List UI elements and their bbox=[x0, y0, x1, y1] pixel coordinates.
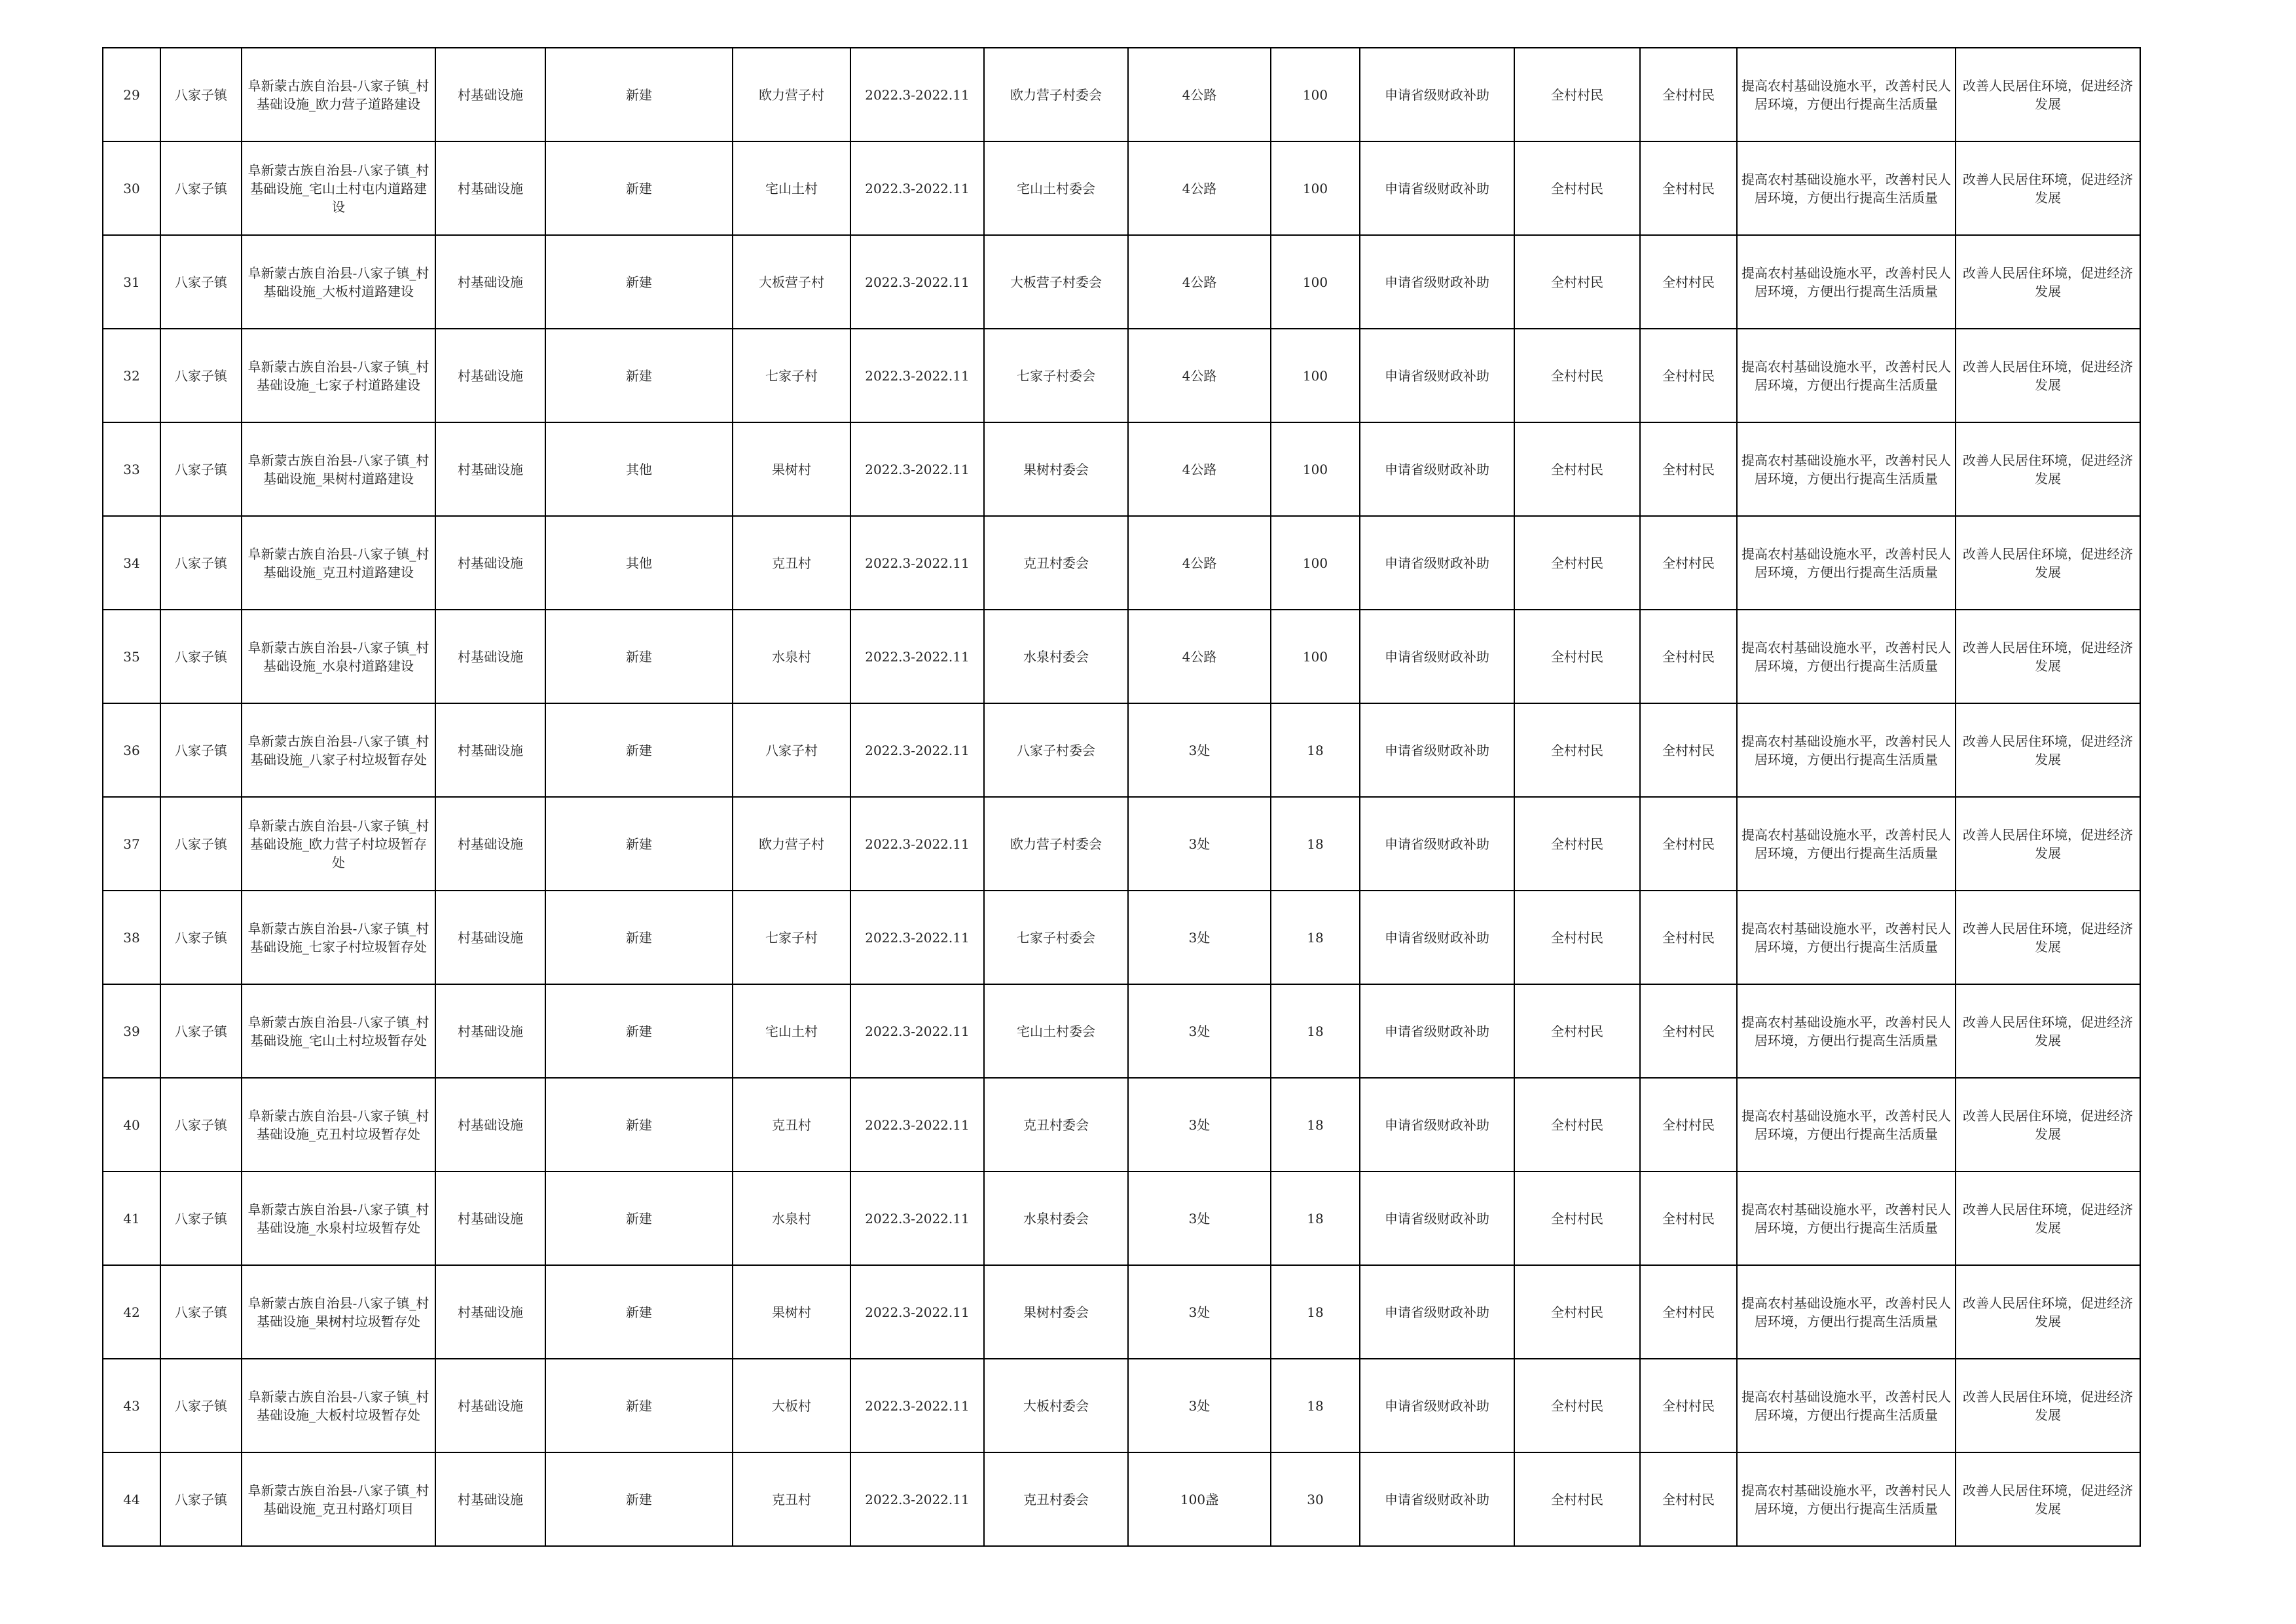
cell-funds: 18 bbox=[1271, 1078, 1360, 1172]
cell-town: 八家子镇 bbox=[160, 48, 242, 141]
cell-goal: 改善人民居住环境，促进经济发展 bbox=[1956, 516, 2140, 610]
cell-goal: 改善人民居住环境，促进经济发展 bbox=[1956, 1078, 2140, 1172]
cell-no: 44 bbox=[103, 1452, 160, 1546]
cell-no: 42 bbox=[103, 1265, 160, 1359]
cell-town: 八家子镇 bbox=[160, 1452, 242, 1546]
cell-project-name: 阜新蒙古族自治县-八家子镇_村基础设施_克丑村道路建设 bbox=[242, 516, 435, 610]
cell-town: 八家子镇 bbox=[160, 1359, 242, 1452]
cell-no: 37 bbox=[103, 797, 160, 891]
cell-project-name: 阜新蒙古族自治县-八家子镇_村基础设施_宅山土村垃圾暂存处 bbox=[242, 984, 435, 1078]
cell-category: 村基础设施 bbox=[435, 1452, 545, 1546]
cell-town: 八家子镇 bbox=[160, 703, 242, 797]
cell-no: 31 bbox=[103, 235, 160, 329]
cell-location: 七家子村 bbox=[733, 891, 850, 984]
cell-beneficiary-2: 全村村民 bbox=[1640, 141, 1737, 235]
cell-benefit: 提高农村基础设施水平，改善村民人居环境，方便出行提高生活质量 bbox=[1737, 48, 1956, 141]
cell-location: 八家子村 bbox=[733, 703, 850, 797]
cell-no: 29 bbox=[103, 48, 160, 141]
table-body bbox=[103, 48, 2140, 1546]
cell-benefit: 提高农村基础设施水平，改善村民人居环境，方便出行提高生活质量 bbox=[1737, 1452, 1956, 1546]
cell-project-name: 阜新蒙古族自治县-八家子镇_村基础设施_克丑村垃圾暂存处 bbox=[242, 1078, 435, 1172]
cell-beneficiary: 全村村民 bbox=[1514, 984, 1640, 1078]
cell-scale: 3处 bbox=[1128, 1265, 1271, 1359]
cell-construction-type: 新建 bbox=[545, 891, 733, 984]
cell-funds: 18 bbox=[1271, 797, 1360, 891]
cell-location: 七家子村 bbox=[733, 329, 850, 422]
cell-scale: 3处 bbox=[1128, 891, 1271, 984]
cell-goal: 改善人民居住环境，促进经济发展 bbox=[1956, 422, 2140, 516]
cell-beneficiary-2: 全村村民 bbox=[1640, 797, 1737, 891]
cell-scale: 3处 bbox=[1128, 1359, 1271, 1452]
cell-scale: 3处 bbox=[1128, 703, 1271, 797]
cell-location: 水泉村 bbox=[733, 1172, 850, 1265]
cell-fund-source: 申请省级财政补助 bbox=[1360, 1265, 1514, 1359]
cell-goal: 改善人民居住环境，促进经济发展 bbox=[1956, 1452, 2140, 1546]
cell-period: 2022.3-2022.11 bbox=[850, 610, 984, 703]
cell-no: 30 bbox=[103, 141, 160, 235]
cell-no: 34 bbox=[103, 516, 160, 610]
cell-period: 2022.3-2022.11 bbox=[850, 329, 984, 422]
cell-funds: 100 bbox=[1271, 610, 1360, 703]
cell-category: 村基础设施 bbox=[435, 610, 545, 703]
cell-fund-source: 申请省级财政补助 bbox=[1360, 1359, 1514, 1452]
cell-beneficiary-2: 全村村民 bbox=[1640, 703, 1737, 797]
table-row bbox=[103, 422, 2140, 516]
cell-period: 2022.3-2022.11 bbox=[850, 48, 984, 141]
cell-period: 2022.3-2022.11 bbox=[850, 1452, 984, 1546]
cell-goal: 改善人民居住环境，促进经济发展 bbox=[1956, 329, 2140, 422]
cell-category: 村基础设施 bbox=[435, 1359, 545, 1452]
cell-benefit: 提高农村基础设施水平，改善村民人居环境，方便出行提高生活质量 bbox=[1737, 797, 1956, 891]
cell-construction-type: 新建 bbox=[545, 610, 733, 703]
cell-beneficiary-2: 全村村民 bbox=[1640, 1265, 1737, 1359]
cell-responsible-unit: 八家子村委会 bbox=[984, 703, 1128, 797]
cell-period: 2022.3-2022.11 bbox=[850, 797, 984, 891]
cell-beneficiary-2: 全村村民 bbox=[1640, 1359, 1737, 1452]
cell-project-name: 阜新蒙古族自治县-八家子镇_村基础设施_八家子村垃圾暂存处 bbox=[242, 703, 435, 797]
cell-category: 村基础设施 bbox=[435, 797, 545, 891]
cell-location: 大板村 bbox=[733, 1359, 850, 1452]
cell-goal: 改善人民居住环境，促进经济发展 bbox=[1956, 1265, 2140, 1359]
cell-construction-type: 新建 bbox=[545, 1078, 733, 1172]
cell-construction-type: 其他 bbox=[545, 422, 733, 516]
cell-beneficiary-2: 全村村民 bbox=[1640, 48, 1737, 141]
table-row bbox=[103, 703, 2140, 797]
cell-responsible-unit: 水泉村委会 bbox=[984, 610, 1128, 703]
cell-beneficiary: 全村村民 bbox=[1514, 891, 1640, 984]
cell-responsible-unit: 果树村委会 bbox=[984, 422, 1128, 516]
cell-location: 克丑村 bbox=[733, 516, 850, 610]
cell-town: 八家子镇 bbox=[160, 1078, 242, 1172]
cell-scale: 3处 bbox=[1128, 1172, 1271, 1265]
cell-fund-source: 申请省级财政补助 bbox=[1360, 703, 1514, 797]
cell-funds: 100 bbox=[1271, 48, 1360, 141]
cell-scale: 4公路 bbox=[1128, 48, 1271, 141]
cell-scale: 4公路 bbox=[1128, 610, 1271, 703]
cell-location: 宅山土村 bbox=[733, 984, 850, 1078]
cell-period: 2022.3-2022.11 bbox=[850, 1265, 984, 1359]
table-row bbox=[103, 1452, 2140, 1546]
cell-beneficiary-2: 全村村民 bbox=[1640, 516, 1737, 610]
cell-benefit: 提高农村基础设施水平，改善村民人居环境，方便出行提高生活质量 bbox=[1737, 516, 1956, 610]
cell-no: 38 bbox=[103, 891, 160, 984]
cell-category: 村基础设施 bbox=[435, 141, 545, 235]
cell-beneficiary: 全村村民 bbox=[1514, 329, 1640, 422]
cell-responsible-unit: 宅山土村委会 bbox=[984, 984, 1128, 1078]
cell-construction-type: 新建 bbox=[545, 48, 733, 141]
cell-period: 2022.3-2022.11 bbox=[850, 516, 984, 610]
cell-beneficiary: 全村村民 bbox=[1514, 48, 1640, 141]
cell-benefit: 提高农村基础设施水平，改善村民人居环境，方便出行提高生活质量 bbox=[1737, 1359, 1956, 1452]
cell-funds: 100 bbox=[1271, 235, 1360, 329]
cell-category: 村基础设施 bbox=[435, 1265, 545, 1359]
cell-scale: 100盏 bbox=[1128, 1452, 1271, 1546]
cell-period: 2022.3-2022.11 bbox=[850, 1359, 984, 1452]
cell-period: 2022.3-2022.11 bbox=[850, 1172, 984, 1265]
cell-period: 2022.3-2022.11 bbox=[850, 141, 984, 235]
cell-project-name: 阜新蒙古族自治县-八家子镇_村基础设施_欧力营子村垃圾暂存处 bbox=[242, 797, 435, 891]
cell-project-name: 阜新蒙古族自治县-八家子镇_村基础设施_水泉村垃圾暂存处 bbox=[242, 1172, 435, 1265]
project-table bbox=[102, 47, 2141, 1547]
cell-beneficiary-2: 全村村民 bbox=[1640, 610, 1737, 703]
cell-fund-source: 申请省级财政补助 bbox=[1360, 422, 1514, 516]
cell-location: 欧力营子村 bbox=[733, 797, 850, 891]
cell-period: 2022.3-2022.11 bbox=[850, 1078, 984, 1172]
cell-location: 水泉村 bbox=[733, 610, 850, 703]
cell-town: 八家子镇 bbox=[160, 984, 242, 1078]
table-row bbox=[103, 235, 2140, 329]
cell-category: 村基础设施 bbox=[435, 422, 545, 516]
cell-beneficiary: 全村村民 bbox=[1514, 797, 1640, 891]
table-row bbox=[103, 1172, 2140, 1265]
cell-funds: 18 bbox=[1271, 891, 1360, 984]
cell-period: 2022.3-2022.11 bbox=[850, 703, 984, 797]
cell-location: 克丑村 bbox=[733, 1078, 850, 1172]
cell-funds: 18 bbox=[1271, 984, 1360, 1078]
table-row bbox=[103, 1359, 2140, 1452]
table-row bbox=[103, 141, 2140, 235]
cell-goal: 改善人民居住环境，促进经济发展 bbox=[1956, 703, 2140, 797]
cell-beneficiary: 全村村民 bbox=[1514, 141, 1640, 235]
cell-project-name: 阜新蒙古族自治县-八家子镇_村基础设施_大板村道路建设 bbox=[242, 235, 435, 329]
cell-responsible-unit: 宅山土村委会 bbox=[984, 141, 1128, 235]
cell-funds: 18 bbox=[1271, 1359, 1360, 1452]
cell-fund-source: 申请省级财政补助 bbox=[1360, 329, 1514, 422]
cell-goal: 改善人民居住环境，促进经济发展 bbox=[1956, 1172, 2140, 1265]
cell-fund-source: 申请省级财政补助 bbox=[1360, 1172, 1514, 1265]
cell-responsible-unit: 水泉村委会 bbox=[984, 1172, 1128, 1265]
cell-responsible-unit: 果树村委会 bbox=[984, 1265, 1128, 1359]
cell-project-name: 阜新蒙古族自治县-八家子镇_村基础设施_欧力营子道路建设 bbox=[242, 48, 435, 141]
cell-beneficiary: 全村村民 bbox=[1514, 1172, 1640, 1265]
cell-construction-type: 新建 bbox=[545, 235, 733, 329]
cell-no: 41 bbox=[103, 1172, 160, 1265]
cell-town: 八家子镇 bbox=[160, 516, 242, 610]
cell-beneficiary-2: 全村村民 bbox=[1640, 1172, 1737, 1265]
cell-fund-source: 申请省级财政补助 bbox=[1360, 516, 1514, 610]
cell-responsible-unit: 欧力营子村委会 bbox=[984, 797, 1128, 891]
cell-category: 村基础设施 bbox=[435, 1078, 545, 1172]
cell-beneficiary-2: 全村村民 bbox=[1640, 1078, 1737, 1172]
cell-fund-source: 申请省级财政补助 bbox=[1360, 1452, 1514, 1546]
cell-responsible-unit: 大板村委会 bbox=[984, 1359, 1128, 1452]
cell-beneficiary-2: 全村村民 bbox=[1640, 235, 1737, 329]
cell-category: 村基础设施 bbox=[435, 984, 545, 1078]
cell-benefit: 提高农村基础设施水平，改善村民人居环境，方便出行提高生活质量 bbox=[1737, 329, 1956, 422]
cell-goal: 改善人民居住环境，促进经济发展 bbox=[1956, 141, 2140, 235]
cell-responsible-unit: 欧力营子村委会 bbox=[984, 48, 1128, 141]
cell-town: 八家子镇 bbox=[160, 610, 242, 703]
cell-town: 八家子镇 bbox=[160, 235, 242, 329]
cell-no: 40 bbox=[103, 1078, 160, 1172]
cell-funds: 30 bbox=[1271, 1452, 1360, 1546]
cell-location: 果树村 bbox=[733, 422, 850, 516]
table-row bbox=[103, 516, 2140, 610]
cell-location: 欧力营子村 bbox=[733, 48, 850, 141]
cell-location: 克丑村 bbox=[733, 1452, 850, 1546]
cell-project-name: 阜新蒙古族自治县-八家子镇_村基础设施_宅山土村屯内道路建设 bbox=[242, 141, 435, 235]
cell-beneficiary: 全村村民 bbox=[1514, 235, 1640, 329]
cell-responsible-unit: 大板营子村委会 bbox=[984, 235, 1128, 329]
cell-period: 2022.3-2022.11 bbox=[850, 235, 984, 329]
cell-no: 32 bbox=[103, 329, 160, 422]
cell-category: 村基础设施 bbox=[435, 516, 545, 610]
cell-benefit: 提高农村基础设施水平，改善村民人居环境，方便出行提高生活质量 bbox=[1737, 1078, 1956, 1172]
cell-benefit: 提高农村基础设施水平，改善村民人居环境，方便出行提高生活质量 bbox=[1737, 703, 1956, 797]
cell-no: 36 bbox=[103, 703, 160, 797]
cell-funds: 100 bbox=[1271, 329, 1360, 422]
cell-responsible-unit: 克丑村委会 bbox=[984, 1452, 1128, 1546]
cell-fund-source: 申请省级财政补助 bbox=[1360, 797, 1514, 891]
table-row bbox=[103, 1265, 2140, 1359]
cell-goal: 改善人民居住环境，促进经济发展 bbox=[1956, 984, 2140, 1078]
cell-scale: 4公路 bbox=[1128, 329, 1271, 422]
table-row bbox=[103, 984, 2140, 1078]
cell-beneficiary: 全村村民 bbox=[1514, 1452, 1640, 1546]
cell-category: 村基础设施 bbox=[435, 703, 545, 797]
cell-fund-source: 申请省级财政补助 bbox=[1360, 891, 1514, 984]
cell-beneficiary-2: 全村村民 bbox=[1640, 891, 1737, 984]
cell-no: 43 bbox=[103, 1359, 160, 1452]
cell-project-name: 阜新蒙古族自治县-八家子镇_村基础设施_七家子村道路建设 bbox=[242, 329, 435, 422]
table-row bbox=[103, 891, 2140, 984]
cell-benefit: 提高农村基础设施水平，改善村民人居环境，方便出行提高生活质量 bbox=[1737, 891, 1956, 984]
cell-construction-type: 其他 bbox=[545, 516, 733, 610]
cell-beneficiary-2: 全村村民 bbox=[1640, 422, 1737, 516]
cell-funds: 100 bbox=[1271, 516, 1360, 610]
cell-location: 大板营子村 bbox=[733, 235, 850, 329]
cell-fund-source: 申请省级财政补助 bbox=[1360, 48, 1514, 141]
cell-project-name: 阜新蒙古族自治县-八家子镇_村基础设施_果树村道路建设 bbox=[242, 422, 435, 516]
cell-benefit: 提高农村基础设施水平，改善村民人居环境，方便出行提高生活质量 bbox=[1737, 1172, 1956, 1265]
cell-beneficiary-2: 全村村民 bbox=[1640, 984, 1737, 1078]
cell-beneficiary: 全村村民 bbox=[1514, 703, 1640, 797]
cell-scale: 4公路 bbox=[1128, 235, 1271, 329]
cell-responsible-unit: 七家子村委会 bbox=[984, 329, 1128, 422]
cell-town: 八家子镇 bbox=[160, 422, 242, 516]
cell-town: 八家子镇 bbox=[160, 329, 242, 422]
cell-construction-type: 新建 bbox=[545, 1265, 733, 1359]
cell-beneficiary-2: 全村村民 bbox=[1640, 329, 1737, 422]
cell-construction-type: 新建 bbox=[545, 797, 733, 891]
cell-beneficiary: 全村村民 bbox=[1514, 610, 1640, 703]
cell-benefit: 提高农村基础设施水平，改善村民人居环境，方便出行提高生活质量 bbox=[1737, 1265, 1956, 1359]
cell-category: 村基础设施 bbox=[435, 48, 545, 141]
cell-construction-type: 新建 bbox=[545, 329, 733, 422]
cell-fund-source: 申请省级财政补助 bbox=[1360, 141, 1514, 235]
cell-project-name: 阜新蒙古族自治县-八家子镇_村基础设施_七家子村垃圾暂存处 bbox=[242, 891, 435, 984]
cell-town: 八家子镇 bbox=[160, 1265, 242, 1359]
cell-benefit: 提高农村基础设施水平，改善村民人居环境，方便出行提高生活质量 bbox=[1737, 984, 1956, 1078]
cell-goal: 改善人民居住环境，促进经济发展 bbox=[1956, 610, 2140, 703]
cell-scale: 4公路 bbox=[1128, 516, 1271, 610]
cell-project-name: 阜新蒙古族自治县-八家子镇_村基础设施_大板村垃圾暂存处 bbox=[242, 1359, 435, 1452]
cell-construction-type: 新建 bbox=[545, 1452, 733, 1546]
cell-no: 33 bbox=[103, 422, 160, 516]
cell-scale: 4公路 bbox=[1128, 141, 1271, 235]
cell-benefit: 提高农村基础设施水平，改善村民人居环境，方便出行提高生活质量 bbox=[1737, 422, 1956, 516]
table-row bbox=[103, 797, 2140, 891]
cell-fund-source: 申请省级财政补助 bbox=[1360, 1078, 1514, 1172]
cell-fund-source: 申请省级财政补助 bbox=[1360, 610, 1514, 703]
cell-goal: 改善人民居住环境，促进经济发展 bbox=[1956, 235, 2140, 329]
cell-construction-type: 新建 bbox=[545, 141, 733, 235]
cell-project-name: 阜新蒙古族自治县-八家子镇_村基础设施_果树村垃圾暂存处 bbox=[242, 1265, 435, 1359]
cell-scale: 4公路 bbox=[1128, 422, 1271, 516]
cell-goal: 改善人民居住环境，促进经济发展 bbox=[1956, 891, 2140, 984]
cell-beneficiary: 全村村民 bbox=[1514, 1265, 1640, 1359]
cell-beneficiary-2: 全村村民 bbox=[1640, 1452, 1737, 1546]
table-row bbox=[103, 610, 2140, 703]
table-row bbox=[103, 329, 2140, 422]
cell-responsible-unit: 克丑村委会 bbox=[984, 516, 1128, 610]
cell-beneficiary: 全村村民 bbox=[1514, 516, 1640, 610]
cell-project-name: 阜新蒙古族自治县-八家子镇_村基础设施_克丑村路灯项目 bbox=[242, 1452, 435, 1546]
cell-construction-type: 新建 bbox=[545, 984, 733, 1078]
cell-beneficiary: 全村村民 bbox=[1514, 422, 1640, 516]
cell-beneficiary: 全村村民 bbox=[1514, 1078, 1640, 1172]
cell-goal: 改善人民居住环境，促进经济发展 bbox=[1956, 797, 2140, 891]
cell-fund-source: 申请省级财政补助 bbox=[1360, 984, 1514, 1078]
cell-benefit: 提高农村基础设施水平，改善村民人居环境，方便出行提高生活质量 bbox=[1737, 235, 1956, 329]
cell-location: 宅山土村 bbox=[733, 141, 850, 235]
cell-scale: 3处 bbox=[1128, 984, 1271, 1078]
cell-responsible-unit: 克丑村委会 bbox=[984, 1078, 1128, 1172]
cell-scale: 3处 bbox=[1128, 797, 1271, 891]
cell-town: 八家子镇 bbox=[160, 891, 242, 984]
cell-town: 八家子镇 bbox=[160, 141, 242, 235]
cell-funds: 100 bbox=[1271, 422, 1360, 516]
cell-benefit: 提高农村基础设施水平，改善村民人居环境，方便出行提高生活质量 bbox=[1737, 610, 1956, 703]
cell-fund-source: 申请省级财政补助 bbox=[1360, 235, 1514, 329]
cell-town: 八家子镇 bbox=[160, 797, 242, 891]
cell-no: 35 bbox=[103, 610, 160, 703]
cell-location: 果树村 bbox=[733, 1265, 850, 1359]
cell-construction-type: 新建 bbox=[545, 1359, 733, 1452]
cell-period: 2022.3-2022.11 bbox=[850, 422, 984, 516]
cell-no: 39 bbox=[103, 984, 160, 1078]
cell-construction-type: 新建 bbox=[545, 703, 733, 797]
cell-responsible-unit: 七家子村委会 bbox=[984, 891, 1128, 984]
cell-category: 村基础设施 bbox=[435, 235, 545, 329]
cell-funds: 18 bbox=[1271, 703, 1360, 797]
cell-project-name: 阜新蒙古族自治县-八家子镇_村基础设施_水泉村道路建设 bbox=[242, 610, 435, 703]
table-row bbox=[103, 48, 2140, 141]
cell-category: 村基础设施 bbox=[435, 329, 545, 422]
cell-town: 八家子镇 bbox=[160, 1172, 242, 1265]
cell-funds: 100 bbox=[1271, 141, 1360, 235]
cell-category: 村基础设施 bbox=[435, 891, 545, 984]
cell-beneficiary: 全村村民 bbox=[1514, 1359, 1640, 1452]
table-row bbox=[103, 1078, 2140, 1172]
cell-benefit: 提高农村基础设施水平，改善村民人居环境，方便出行提高生活质量 bbox=[1737, 141, 1956, 235]
cell-goal: 改善人民居住环境，促进经济发展 bbox=[1956, 1359, 2140, 1452]
cell-goal: 改善人民居住环境，促进经济发展 bbox=[1956, 48, 2140, 141]
cell-period: 2022.3-2022.11 bbox=[850, 891, 984, 984]
cell-scale: 3处 bbox=[1128, 1078, 1271, 1172]
cell-construction-type: 新建 bbox=[545, 1172, 733, 1265]
cell-period: 2022.3-2022.11 bbox=[850, 984, 984, 1078]
cell-funds: 18 bbox=[1271, 1265, 1360, 1359]
cell-funds: 18 bbox=[1271, 1172, 1360, 1265]
cell-category: 村基础设施 bbox=[435, 1172, 545, 1265]
